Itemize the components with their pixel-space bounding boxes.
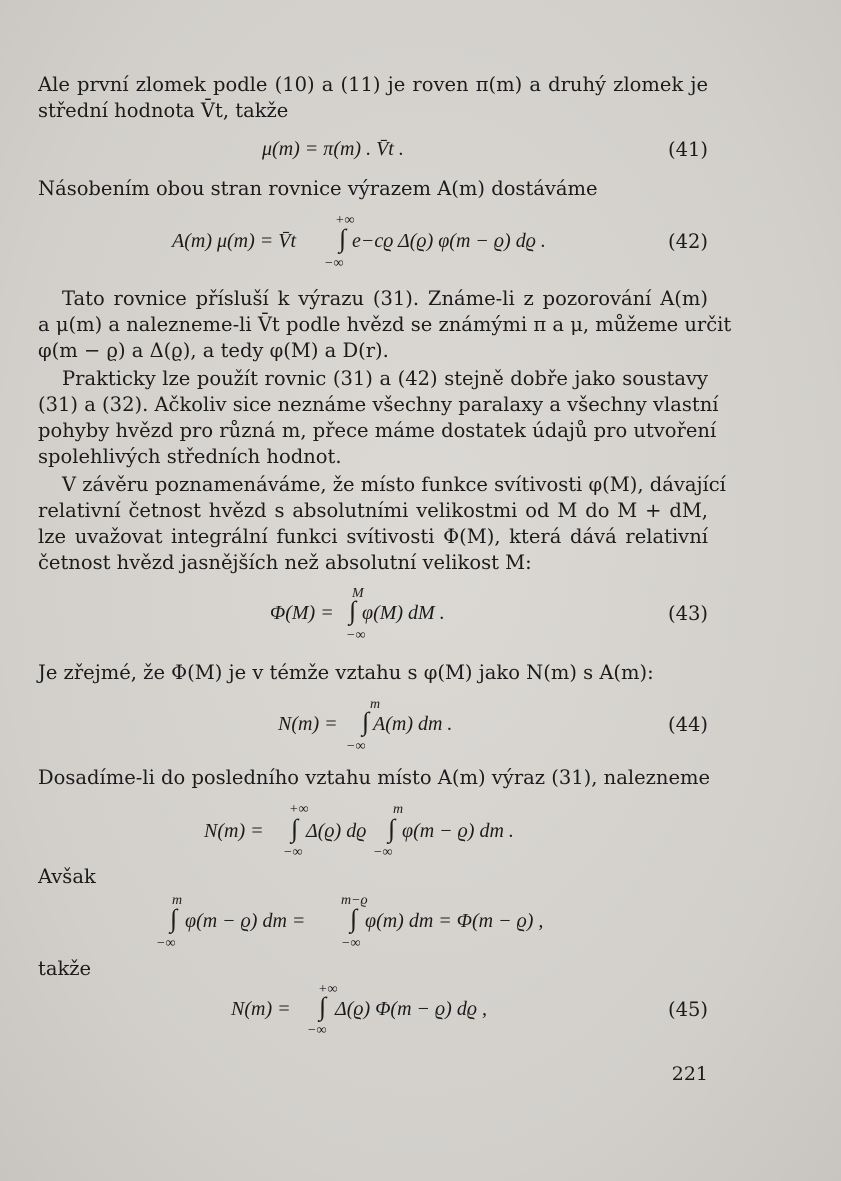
integral-sign: ∫	[362, 707, 370, 736]
integral-sign: ∫	[319, 992, 327, 1021]
equation-43-left: Φ(M) =	[270, 602, 334, 624]
integral-upper-limit: m−ϱ	[341, 893, 368, 908]
equation-b-right: φ(m) dm = Φ(m − ϱ) ,	[365, 910, 544, 932]
text-line: střední hodnota V̄t, takže	[38, 99, 289, 122]
equation-43-right: φ(M) dM .	[362, 602, 445, 624]
integral-upper-limit: m	[172, 893, 183, 908]
integral-lower-limit: −∞	[307, 1023, 327, 1038]
equation-b-mid: φ(m − ϱ) dm =	[185, 910, 306, 932]
equation-number: (43)	[667, 602, 708, 625]
text-line: φ(m − ϱ) a Δ(ϱ), a tedy φ(M) a D(r).	[38, 339, 389, 362]
text-line: takže	[38, 957, 92, 980]
equation-number: (41)	[667, 138, 708, 161]
equation-42-right: e−cϱ Δ(ϱ) φ(m − ϱ) dϱ .	[352, 230, 546, 252]
text-line: lze uvažovat integrální funkci svítivosti Φ(M), která dává relativní	[38, 525, 708, 548]
equation-44-right: A(m) dm .	[373, 713, 453, 735]
text-line: (31) a (32). Ačkoliv sice neznáme všechny paralaxy a všechny vlastní	[38, 393, 719, 416]
integral-sign: ∫	[170, 904, 178, 933]
equation-a-mid: Δ(ϱ) dϱ	[306, 820, 367, 842]
text-line: relativní četnost hvězd s absolutními velikostmi od M do M + dM,	[38, 499, 708, 522]
text-line: spolehlivých středních hodnot.	[38, 445, 342, 468]
integral-upper-limit: m	[393, 802, 404, 817]
integral-sign: ∫	[349, 596, 357, 625]
integral-lower-limit: −∞	[341, 936, 361, 951]
integral-upper-limit: m	[370, 697, 381, 712]
integral-lower-limit: −∞	[346, 628, 366, 643]
equation-41: μ(m) = π(m) . V̄t .	[262, 138, 404, 160]
integral-sign: ∫	[339, 224, 347, 253]
integral-sign: ∫	[388, 814, 396, 843]
equation-42-left: A(m) μ(m) = V̄t	[172, 230, 297, 252]
integral-upper-limit: M	[352, 586, 364, 601]
equation-45-left: N(m) =	[231, 998, 291, 1020]
integral-lower-limit: −∞	[156, 936, 176, 951]
text-line: a μ(m) a nalezneme-li V̄t podle hvězd se známými π a μ, můžeme určit	[38, 313, 732, 336]
integral-lower-limit: −∞	[324, 256, 344, 271]
text-line: pohyby hvězd pro různá m, přece máme dostatek údajů pro utvoření	[38, 419, 717, 442]
integral-sign: ∫	[291, 814, 299, 843]
integral-upper-limit: +∞	[318, 982, 338, 997]
equation-number: (44)	[667, 713, 708, 736]
equation-45-right: Δ(ϱ) Φ(m − ϱ) dϱ ,	[335, 998, 487, 1020]
integral-upper-limit: +∞	[289, 802, 309, 817]
text-line: Tato rovnice přísluší k výrazu (31). Známe-li z pozorování A(m)	[62, 287, 708, 310]
integral-lower-limit: −∞	[283, 845, 303, 860]
text-line: Násobením obou stran rovnice výrazem A(m) dostáváme	[38, 177, 598, 200]
equation-number: (42)	[667, 230, 708, 253]
text-line: Prakticky lze použít rovnic (31) a (42) stejně dobře jako soustavy	[62, 367, 708, 390]
text-line: četnost hvězd jasnějších než absolutní velikost M:	[38, 551, 532, 574]
equation-44-left: N(m) =	[278, 713, 338, 735]
text-line: Dosadíme-li do posledního vztahu místo A(m) výraz (31), nalezneme	[38, 766, 711, 789]
integral-sign: ∫	[350, 904, 358, 933]
text-line: V závěru poznamenáváme, že místo funkce svítivosti φ(M), dávající	[62, 473, 726, 496]
equation-a-right: φ(m − ϱ) dm .	[402, 820, 514, 842]
text-line: Je zřejmé, že Φ(M) je v témže vztahu s φ(M) jako N(m) s A(m):	[38, 661, 654, 684]
equation-a-left: N(m) =	[204, 820, 264, 842]
text-line: Avšak	[38, 865, 96, 888]
integral-upper-limit: +∞	[335, 213, 355, 228]
equation-number: (45)	[667, 998, 708, 1021]
text-line: Ale první zlomek podle (10) a (11) je roven π(m) a druhý zlomek je	[38, 73, 708, 96]
page-number: 221	[671, 1063, 708, 1085]
integral-lower-limit: −∞	[373, 845, 393, 860]
integral-lower-limit: −∞	[346, 739, 366, 754]
